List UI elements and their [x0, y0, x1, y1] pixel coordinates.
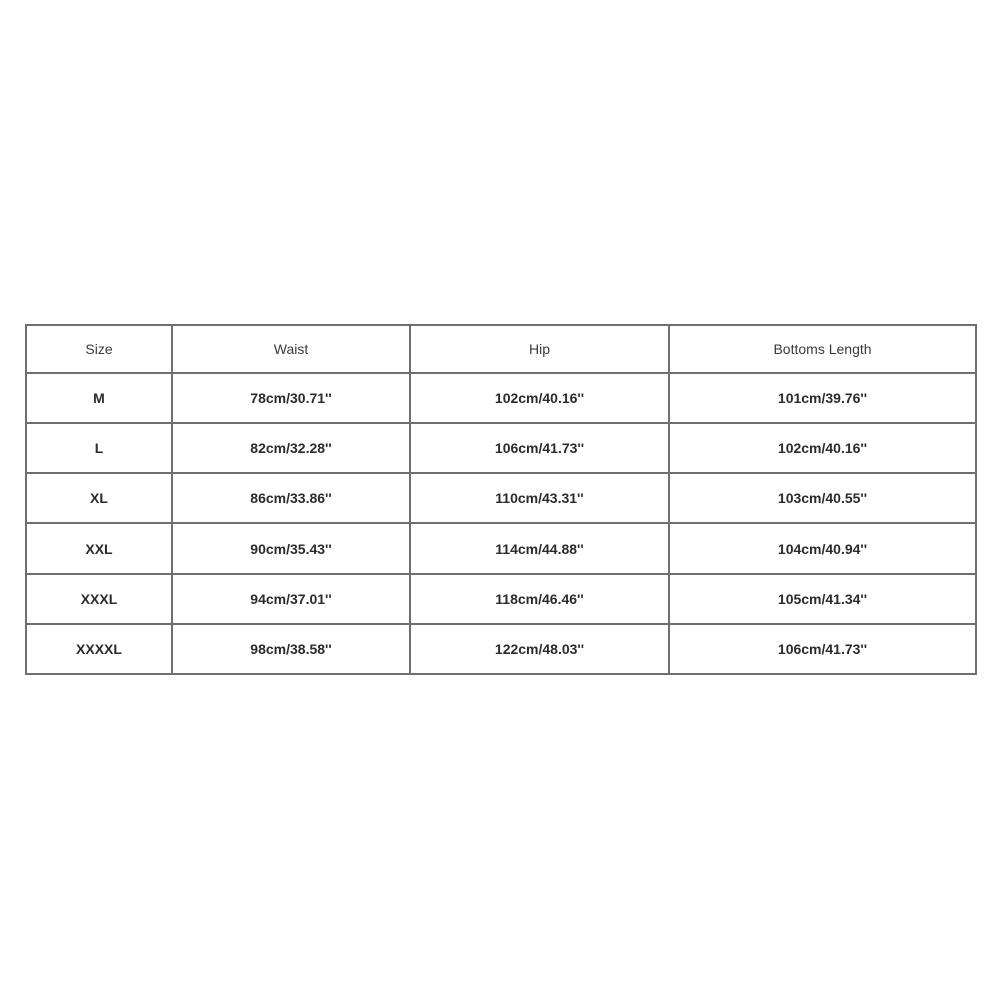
cell-size: XXXL	[26, 574, 172, 624]
table-header	[26, 325, 976, 373]
cell-bottoms-length: 101cm/39.76''	[669, 373, 976, 423]
size-chart-table	[25, 324, 977, 675]
table-row	[26, 373, 976, 423]
cell-waist: 82cm/32.28''	[172, 423, 410, 473]
table-row	[26, 523, 976, 573]
cell-size: M	[26, 373, 172, 423]
cell-hip: 114cm/44.88''	[410, 523, 669, 573]
table-row	[26, 574, 976, 624]
cell-hip: 102cm/40.16''	[410, 373, 669, 423]
cell-bottoms-length: 103cm/40.55''	[669, 473, 976, 523]
cell-waist: 86cm/33.86''	[172, 473, 410, 523]
cell-bottoms-length: 105cm/41.34''	[669, 574, 976, 624]
cell-size: L	[26, 423, 172, 473]
cell-hip: 106cm/41.73''	[410, 423, 669, 473]
cell-waist: 78cm/30.71''	[172, 373, 410, 423]
header-waist: Waist	[172, 325, 410, 373]
header-size: Size	[26, 325, 172, 373]
header-hip: Hip	[410, 325, 669, 373]
table-body	[26, 373, 976, 674]
cell-bottoms-length: 106cm/41.73''	[669, 624, 976, 674]
table-row	[26, 473, 976, 523]
cell-hip: 122cm/48.03''	[410, 624, 669, 674]
header-row	[26, 325, 976, 373]
cell-hip: 118cm/46.46''	[410, 574, 669, 624]
cell-size: XXL	[26, 523, 172, 573]
cell-waist: 94cm/37.01''	[172, 574, 410, 624]
table-row	[26, 624, 976, 674]
cell-bottoms-length: 102cm/40.16''	[669, 423, 976, 473]
table-row	[26, 423, 976, 473]
cell-waist: 90cm/35.43''	[172, 523, 410, 573]
cell-waist: 98cm/38.58''	[172, 624, 410, 674]
cell-hip: 110cm/43.31''	[410, 473, 669, 523]
cell-size: XL	[26, 473, 172, 523]
header-bottoms-length: Bottoms Length	[669, 325, 976, 373]
cell-size: XXXXL	[26, 624, 172, 674]
cell-bottoms-length: 104cm/40.94''	[669, 523, 976, 573]
